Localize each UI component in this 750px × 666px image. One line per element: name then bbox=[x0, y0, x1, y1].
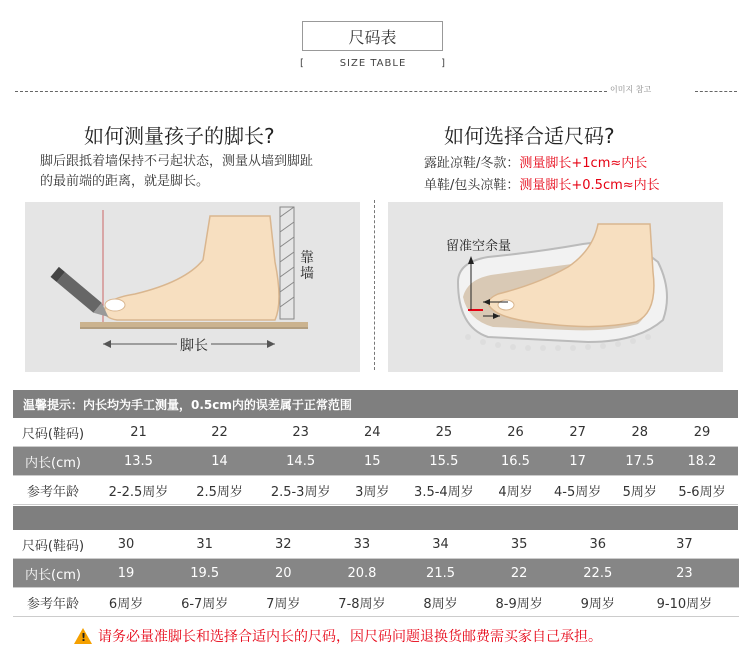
table-row: 尺码(鞋码) 30 31 32 33 34 35 36 37 bbox=[13, 530, 738, 559]
table-row: 内长(cm) 19 19.5 20 20.8 21.5 22 22.5 23 bbox=[13, 559, 738, 588]
shoe-fit-illustration bbox=[388, 202, 723, 372]
header-note: 이미지 참고 bbox=[610, 85, 652, 94]
table2-header-bar bbox=[13, 506, 738, 532]
table-row: 尺码(鞋码) 21 22 23 24 25 26 27 28 29 bbox=[13, 418, 738, 447]
foot-in-shoe-icon bbox=[388, 202, 723, 372]
measure-description: 脚后跟抵着墙保持不弓起状态，测量从墙到脚趾 的最前端的距离，就是脚长。 bbox=[40, 154, 314, 189]
measure-heading: 如何测量孩子的脚长? bbox=[84, 124, 275, 148]
vertical-divider bbox=[374, 200, 375, 370]
table1-hint: 温馨提示：内长均为手工测量，0.5cm内的误差属于正常范围 bbox=[13, 390, 738, 418]
table-row: 参考年龄 2-2.5周岁 2.5周岁 2.5-3周岁 3周岁 3.5-4周岁 4周岁 4-5周岁 5周岁 5-6周岁 bbox=[13, 476, 738, 505]
table-row: 参考年龄 6周岁 6-7周岁 7周岁 7-8周岁 8周岁 8-9周岁 9周岁 9-10周岁 bbox=[13, 588, 738, 617]
page-title: 尺码表 bbox=[302, 21, 443, 51]
choose-description: 露趾凉鞋/冬款：测量脚长+1cm≈内长 单鞋/包头凉鞋：测量脚长+0.5cm≈内长 bbox=[424, 156, 660, 193]
wall-label: 靠墙 bbox=[300, 250, 314, 282]
foot-length-label: 脚长 bbox=[177, 335, 211, 355]
warning-icon: ! bbox=[74, 628, 92, 644]
return-warning: ! 请务必量准脚长和选择合适内长的尺码，因尺码问题退换货邮费需买家自己承担。 bbox=[74, 626, 602, 646]
divider-right bbox=[695, 91, 737, 92]
size-table-subtitle: [ SIZE TABLE ] bbox=[300, 58, 446, 69]
size-table-2 bbox=[13, 530, 738, 617]
size-table-1 bbox=[13, 418, 738, 505]
measure-illustration bbox=[25, 202, 360, 372]
spare-space-label: 留准空余量 bbox=[446, 239, 512, 254]
table-row: 内长(cm) 13.5 14 14.5 15 15.5 16.5 17 17.5 18.2 bbox=[13, 447, 738, 476]
choose-heading: 如何选择合适尺码? bbox=[444, 124, 615, 148]
divider-left bbox=[15, 91, 607, 92]
